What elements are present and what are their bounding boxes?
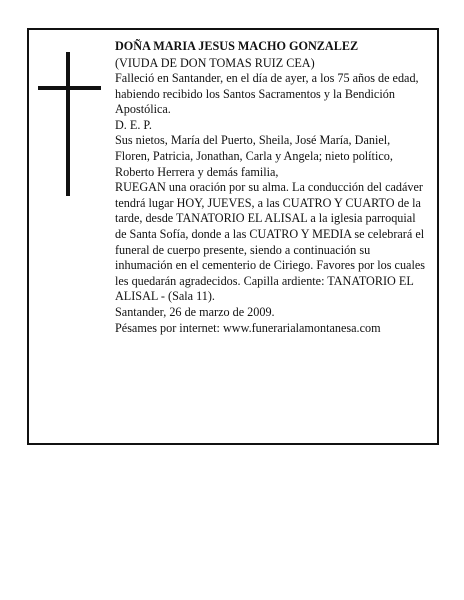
deceased-name: DOÑA MARIA JESUS MACHO GONZALEZ xyxy=(115,39,359,53)
family-line: Sus nietos, María del Puerto, Sheila, José María, Daniel, Floren, Patricia, Jonathan, Carla y Angela; nieto político, Roberto Herrera y demás familia, xyxy=(115,133,393,179)
condolences-line: Pésames por internet: www.funerarialamontanesa.com xyxy=(115,320,381,335)
cross-icon xyxy=(66,52,70,196)
place-date: Santander, 26 de marzo de 2009. xyxy=(115,304,275,319)
widow-of-line: (VIUDA DE DON TOMAS RUIZ CEA) xyxy=(115,56,315,70)
cross-icon-bar xyxy=(38,86,101,90)
rip-line: D. E. P. xyxy=(115,117,152,132)
death-info: Falleció en Santander, en el día de ayer, a los 75 años de edad, xyxy=(115,71,419,85)
sacraments-line: habiendo recibido los Santos Sacramentos y la Bendición Apostólica. xyxy=(115,86,395,117)
obituary-text xyxy=(115,38,428,336)
funeral-request: RUEGAN una oración por su alma. La conducción del cadáver tendrá lugar HOY, JUEVES, a las CUATRO Y CUARTO de la tarde, desde TANATORIO EL ALISAL a la iglesia parroquial de Santa Sofía, donde a las CUATRO Y MEDIA se celebrará el funeral de cuerpo presente, siendo a continuación su inhumación en el cementerio de Ciriego. Favores por los cuales les quedarán agradecidos. Capilla ardiente: TANATORIO EL ALISAL - (Sala 11). xyxy=(115,180,426,304)
